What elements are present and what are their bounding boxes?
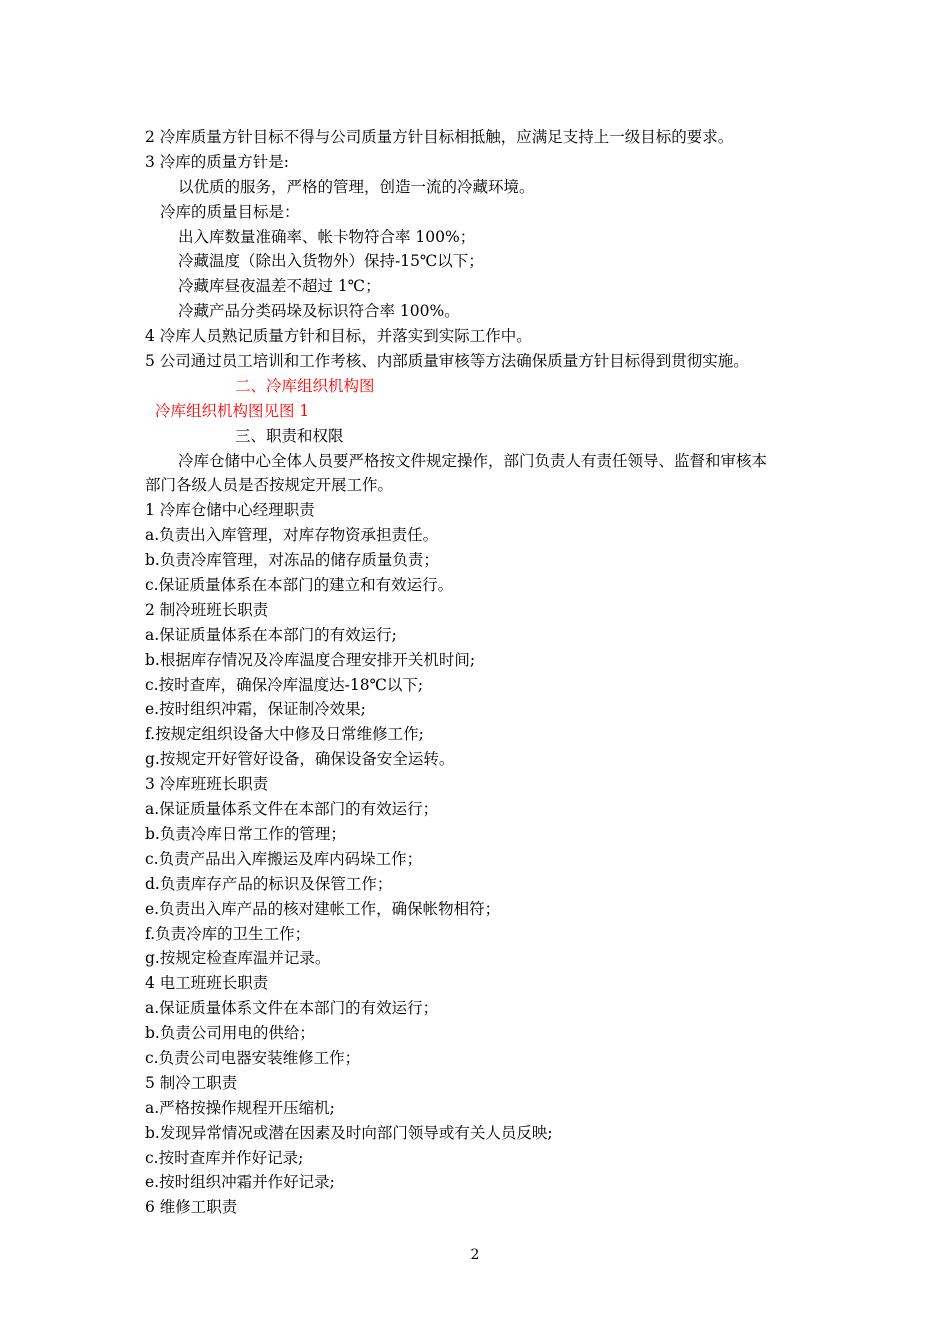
text-line: 4 冷库人员熟记质量方针和目标，并落实到实际工作中。 — [145, 327, 532, 346]
text-line: 5 公司通过员工培训和工作考核、内部质量审核等方法确保质量方针目标得到贯彻实施。 — [145, 352, 749, 371]
text-line: g.按规定开好管好设备，确保设备安全运转。 — [145, 750, 455, 769]
section-heading: 三、职责和权限 — [235, 426, 344, 445]
page-number: 2 — [470, 1247, 480, 1263]
subsection-heading: 1 冷库仓储中心经理职责 — [145, 501, 315, 520]
document-body — [145, 125, 825, 1220]
text-line: a.保证质量体系在本部门的有效运行; — [145, 625, 397, 644]
text-line: f.负责冷库的卫生工作； — [145, 924, 311, 943]
text-line: 出入库数量准确率、帐卡物符合率 100%； — [178, 227, 476, 246]
text-line: 冷藏库昼夜温差不超过 1℃； — [178, 277, 381, 296]
text-line: c.按时查库并作好记录; — [145, 1148, 304, 1167]
text-line: 2 冷库质量方针目标不得与公司质量方针目标相抵触，应满足支持上一级目标的要求。 — [145, 128, 734, 146]
text-line: b.根据库存情况及冷库温度合理安排开关机时间; — [145, 650, 476, 669]
text-line: 3 冷库的质量方针是: — [145, 152, 290, 171]
text-line: e.负责出入库产品的核对建帐工作，确保帐物相符； — [145, 899, 501, 918]
text-line: b.负责冷库日常工作的管理； — [145, 824, 346, 843]
text-line: e.按时组织冲霜并作好记录; — [145, 1173, 335, 1192]
text-line: 以优质的服务，严格的管理，创造一流的冷藏环境。 — [178, 177, 535, 196]
subsection-heading: 2 制冷班班长职责 — [145, 600, 269, 619]
text-line: a.负责出入库管理，对库存物资承担责任。 — [145, 526, 439, 545]
subsection-heading: 4 电工班班长职责 — [145, 974, 269, 993]
text-line: 冷藏产品分类码垛及标识符合率 100%。 — [178, 302, 460, 321]
text-line: e.按时组织冲霜，保证制冷效果; — [145, 700, 366, 719]
text-line: g.按规定检查库温并记录。 — [145, 949, 331, 968]
text-line: 冷库的质量目标是： — [160, 202, 300, 221]
text-line: c.保证质量体系在本部门的建立和有效运行。 — [145, 576, 454, 595]
text-line: 冷藏温度（除出入货物外）保持-15℃以下； — [178, 252, 484, 271]
subsection-heading: 3 冷库班班长职责 — [145, 775, 269, 794]
text-line: d.负责库存产品的标识及保管工作； — [145, 874, 393, 893]
text-line: 部门各级人员是否按规定开展工作。 — [145, 476, 394, 495]
text-line: 冷库仓储中心全体人员要严格按文件规定操作，部门负责人有责任领导、监督和审核本 — [178, 451, 768, 470]
text-line: c.负责公司电器安装维修工作； — [145, 1048, 361, 1067]
text-line: b.负责公司用电的供给； — [145, 1024, 315, 1043]
text-line: c.负责产品出入库搬运及库内码垛工作； — [145, 849, 423, 868]
subsection-heading: 6 维修工职责 — [145, 1198, 238, 1217]
text-line: a.保证质量体系文件在本部门的有效运行； — [145, 999, 439, 1018]
text-line: c.按时查库，确保冷库温度达-18℃以下; — [145, 675, 424, 694]
text-line: f.按规定组织设备大中修及日常维修工作; — [145, 725, 424, 744]
text-line: a.保证质量体系文件在本部门的有效运行； — [145, 800, 439, 819]
text-line: b.负责冷库管理，对冻品的储存质量负责； — [145, 551, 439, 570]
text-line: b.发现异常情况或潜在因素及时向部门领导或有关人员反映; — [145, 1123, 553, 1142]
subsection-heading: 5 制冷工职责 — [145, 1073, 238, 1092]
text-line: a.严格按操作规程开压缩机; — [145, 1098, 335, 1117]
section-heading: 二、冷库组织机构图 — [235, 376, 375, 395]
figure-reference: 冷库组织机构图见图 1 — [155, 401, 310, 420]
